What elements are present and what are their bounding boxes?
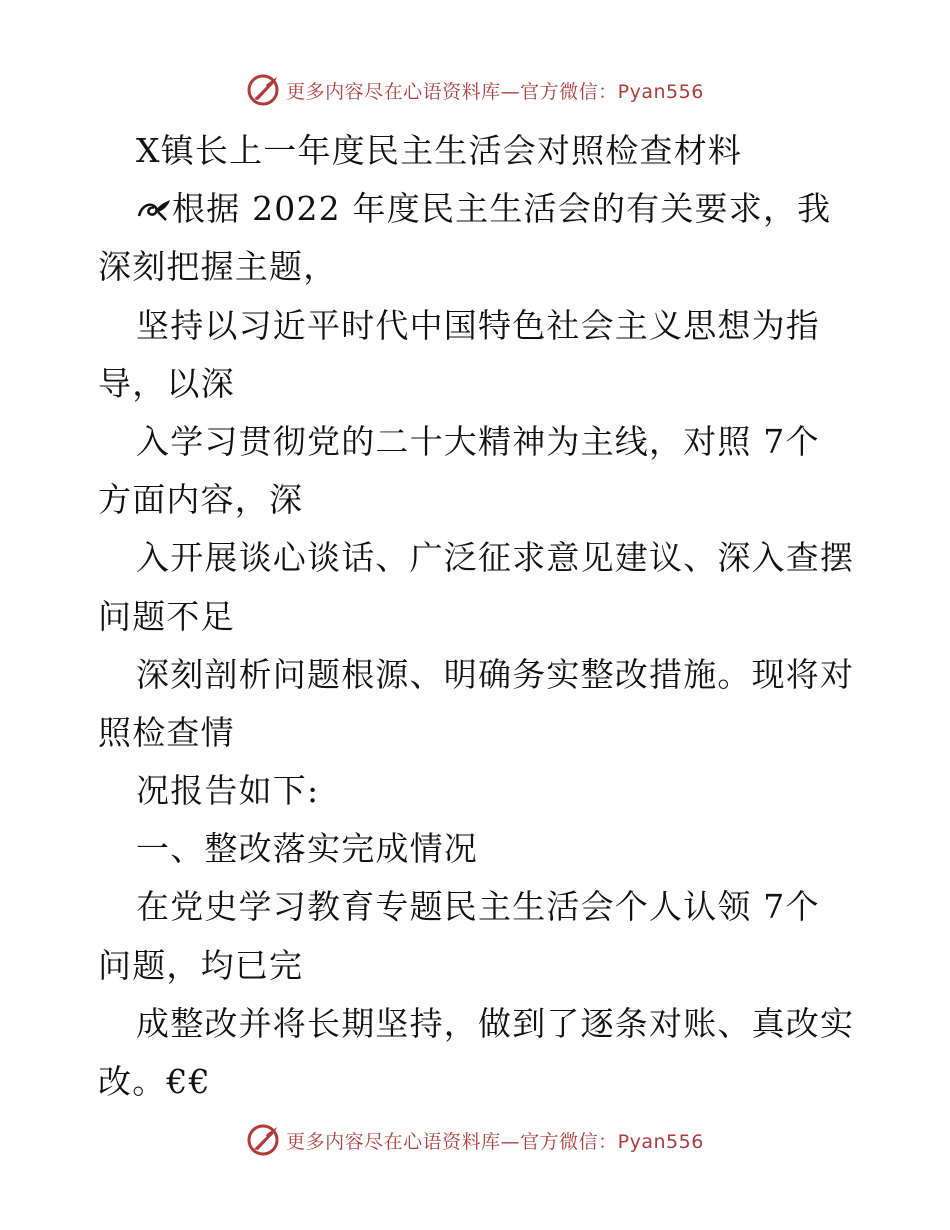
paragraph-line: 成整改并将长期坚持，做到了逐条对账、真改实 bbox=[136, 1003, 855, 1043]
paragraph-line: 坚持以习近平时代中国特色社会主义思想为指 bbox=[136, 305, 820, 345]
watermark-text: 更多内容尽在心语资料库—官方微信：Pyan556 bbox=[286, 80, 704, 103]
paragraph-line: 况报告如下: bbox=[136, 771, 320, 811]
footer-watermark bbox=[0, 1120, 950, 1160]
watermark-text: 更多内容尽在心语资料库—官方微信：Pyan556 bbox=[286, 1130, 704, 1153]
paragraph-line: 在党史学习教育专题民主生活会个人认领 7个 bbox=[136, 887, 820, 927]
paragraph-line: 问题不足 bbox=[98, 596, 235, 636]
paragraph-line: 改。€€ bbox=[98, 1062, 211, 1101]
section-heading: 一、整改落实完成情况 bbox=[136, 829, 478, 869]
paragraph-line: 根据 2022 年度民主生活会的有关要求，我 bbox=[98, 180, 858, 238]
paragraph-line: 方面内容，深 bbox=[98, 480, 304, 520]
paragraph-line: 深刻把握主题， bbox=[98, 247, 338, 287]
document-title: X镇长上一年度民主生活会对照检查材料 bbox=[136, 131, 743, 170]
paragraph-line: 入开展谈心谈话、广泛征求意见建议、深入查摆 bbox=[136, 538, 855, 578]
document-body bbox=[98, 122, 858, 1111]
quill-logo-icon bbox=[246, 1123, 280, 1157]
quill-logo-icon bbox=[246, 73, 280, 107]
paragraph-line: 照检查情 bbox=[98, 712, 235, 752]
header-watermark bbox=[0, 70, 950, 110]
paragraph-line: 深刻剖析问题根源、明确务实整改措施。现将对 bbox=[136, 654, 855, 694]
leaf-bullet-icon bbox=[136, 196, 172, 224]
paragraph-line: 问题，均已完 bbox=[98, 945, 304, 985]
paragraph-line: 导，以深 bbox=[98, 363, 235, 403]
paragraph-line: 入学习贯彻党的二十大精神为主线，对照 7个 bbox=[136, 421, 820, 461]
